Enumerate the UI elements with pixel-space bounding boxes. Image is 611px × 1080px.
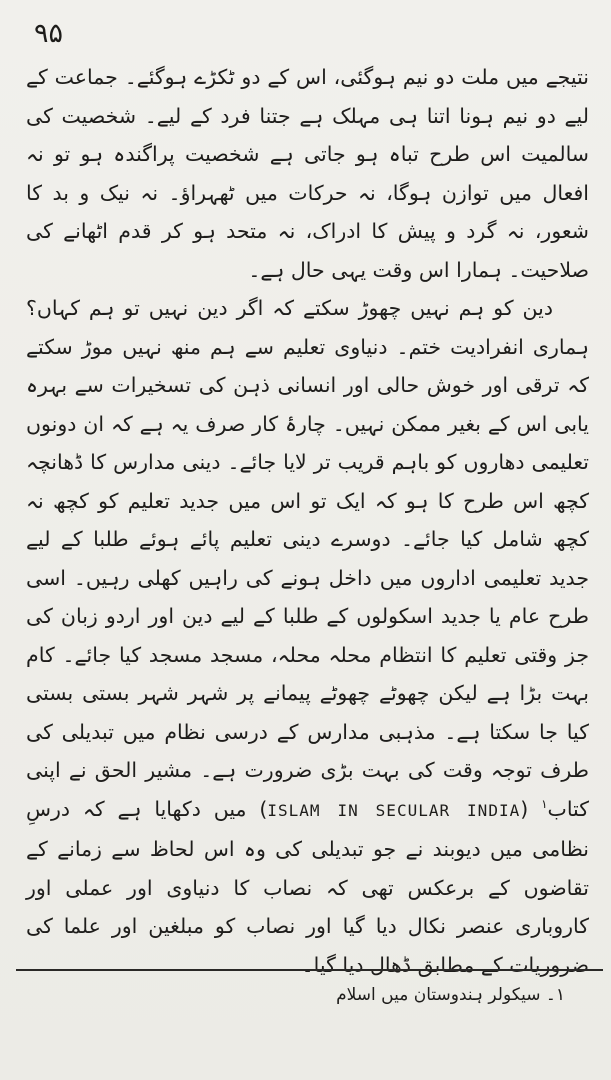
paragraph-2-before: دین کو ہم نہیں چھوڑ سکتے کہ اگر دین نہیں تو ہم کہاں؟ ہماری انفرادیت ختم۔ دنیاوی تعلیم سے ہم منھ نہیں موڑ سکتے کہ ترقی اور خوش حالی اور انسانی ذہن کی تسخیرات سے بہرہ یابی اس کے بغیر ممکن نہیں۔ چارۂ کار صرف یہ ہے کہ ان دونوں تعلیمی دھاروں کو باہم قریب تر لایا جائے۔ دینی مدارس کا ڈھانچہ کچھ اس طرح کا ہو کہ ایک تو اس میں جدید تعلیم کو کچھ نہ کچھ شامل کیا جائے۔ دوسرے دینی تعلیم پائے ہوئے طلبا کے لیے جدید تعلیمی اداروں میں داخل ہونے کی راہیں کھلی رہیں۔ اسی طرح عام یا جدید اسکولوں کے طلبا کے لیے دین اور اردو زبان کی جز وقتی تعلیم کا انتظام محلہ محلہ، مسجد مسجد کیا جائے۔ کام بہت بڑا ہے لیکن چھوٹے چھوٹے پیمانے پر شہر شہر بستی بستی کیا جا سکتا ہے۔ مذہبی مدارس کے درسی نظام میں تبدیلی کی طرف توجہ وقت کی بہت بڑی ضرورت ہے۔ مشیر الحق نے اپنی کتاب — [26, 296, 590, 821]
footnote: ۱۔ سیکولر ہندوستان میں اسلام — [336, 985, 565, 1005]
body-text — [26, 58, 589, 984]
paragraph-2: دین کو ہم نہیں چھوڑ سکتے کہ اگر دین نہیں تو ہم کہاں؟ ہماری انفرادیت ختم۔ دنیاوی تعلیم سے ہم منھ نہیں موڑ سکتے کہ ترقی اور خوش حالی اور انسانی ذہن کی تسخیرات سے بہرہ یابی اس کے بغیر ممکن نہیں۔ چارۂ کار صرف یہ ہے کہ ان دونوں تعلیمی دھاروں کو باہم قریب تر لایا جائے۔ دینی مدارس کا ڈھانچہ کچھ اس طرح کا ہو کہ ایک تو اس میں جدید تعلیم کو کچھ نہ کچھ شامل کیا جائے۔ دوسرے دینی تعلیم پائے ہوئے طلبا کے لیے جدید تعلیمی اداروں میں داخل ہونے کی راہیں کھلی رہیں۔ اسی طرح عام یا جدید اسکولوں کے طلبا کے لیے دین اور اردو زبان کی جز وقتی تعلیم کا انتظام محلہ محلہ، مسجد مسجد کیا جائے۔ کام بہت بڑا ہے لیکن چھوٹے چھوٹے پیمانے پر شہر شہر بستی بستی کیا جا سکتا ہے۔ مذہبی مدارس کے درسی نظام میں تبدیلی کی طرف توجہ وقت کی بہت بڑی ضرورت ہے۔ مشیر الحق نے اپنی کتاب$^۱$ (ISLAM IN SECULAR INDIA) میں دکھایا ہے کہ درسِ نظامی میں دیوبند نے جو تبدیلی کی وہ اس لحاظ سے زمانے کے تقاضوں کے برعکس تھی کہ نصاب کا دنیاوی اور عملی اور کاروباری عنصر نکال دیا گیا اور نصاب کو مبلغین اور علما کی ضروریات کے مطابق ڈھال دیا گیا۔ — [26, 296, 590, 977]
page-number: ۹۵ — [34, 18, 64, 49]
footnote-marker: ۱ — [541, 796, 548, 811]
footnote-divider — [16, 969, 603, 971]
paragraph-2-after: میں دکھایا ہے کہ درسِ نظامی میں دیوبند نے جو تبدیلی کی وہ اس لحاظ سے زمانے کے تقاضوں کے برعکس تھی کہ نصاب کا دنیاوی اور عملی اور کاروباری عنصر نکال دیا گیا اور نصاب کو مبلغین اور علما کی ضروریات کے مطابق ڈھال دیا گیا۔ — [26, 796, 589, 977]
book-title-english: ISLAM IN SECULAR INDIA — [267, 800, 521, 820]
paragraph-1: نتیجے میں ملت دو نیم ہوگئی، اس کے دو ٹکڑے ہوگئے۔ جماعت کے لیے دو نیم ہونا اتنا ہی مہلک ہے جتنا فرد کے لیے۔ شخصیت کی سالمیت اس طرح تباہ ہو جاتی ہے شخصیت پراگندہ ہو تو نہ افعال میں توازن ہوگا، نہ حرکات میں ٹھہراؤ۔ نہ نیک و بد کا شعور، نہ گرد و پیش کا ادراک، نہ متحد ہو کر قدم اٹھانے کی صلاحیت۔ ہمارا اس وقت یہی حال ہے۔ — [26, 65, 589, 282]
